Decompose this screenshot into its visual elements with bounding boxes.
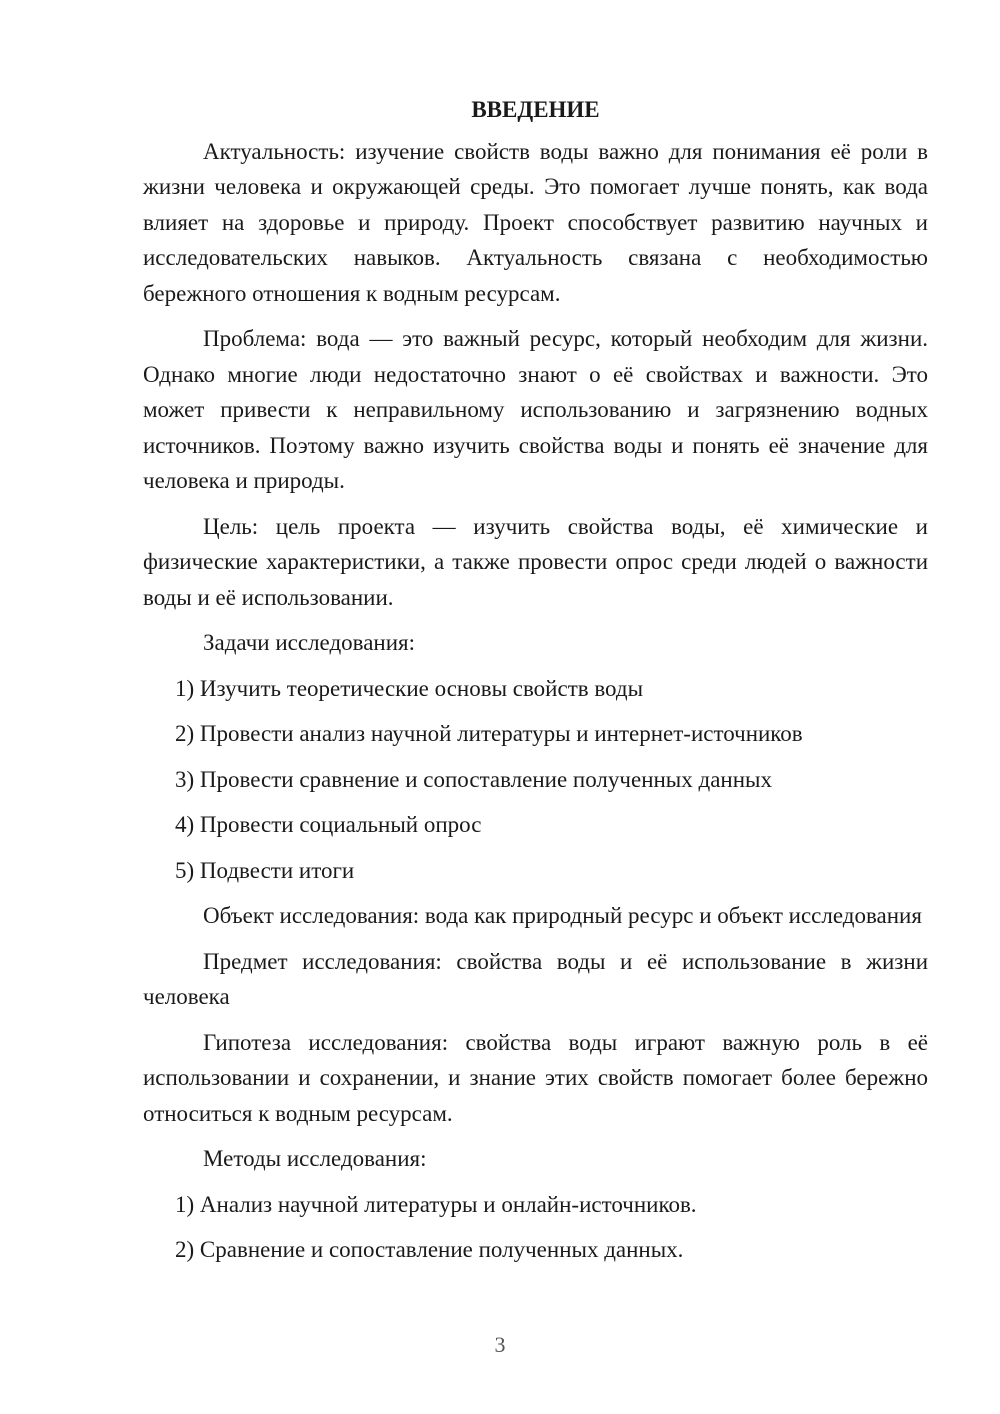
task-item: 3) Провести сравнение и сопоставление полученных данных (175, 766, 772, 792)
page-content (143, 92, 928, 1278)
method-item: 1) Анализ научной литературы и онлайн-источников. (175, 1191, 697, 1217)
task-item: 1) Изучить теоретические основы свойств воды (175, 675, 644, 701)
problem-paragraph: Проблема: вода — это важный ресурс, который необходим для жизни. Однако многие люди недостаточно знают о её свойствах и важности. Это может привести к неправильному использованию и загрязнению водных источников. Поэтому важно изучить свойства воды и понять её значение для человека и природы. (143, 326, 928, 493)
subject-paragraph: Предмет исследования: свойства воды и её использование в жизни человека (143, 948, 928, 1009)
methods-list (143, 1187, 928, 1268)
task-item: 4) Провести социальный опрос (175, 812, 482, 837)
relevance-paragraph: Актуальность: изучение свойств воды важно для понимания её роли в жизни человека и окружающей среды. Это помогает лучше понять, как вода влияет на здоровье и природу. Проект способствует развитию научных и исследовательских навыков. Актуальность связана с необходимостью бережного отношения к водным ресурсам. (143, 138, 928, 306)
goal-paragraph: Цель: цель проекта — изучить свойства воды, её химические и физические характеристики, а также провести опрос среди людей о важности воды и её использовании. (143, 513, 928, 610)
section-title: ВВЕДЕНИЕ (471, 97, 600, 122)
task-item: 5) Подвести итоги (175, 857, 355, 883)
methods-heading: Методы исследования: (203, 1146, 427, 1171)
tasks-heading: Задачи исследования: (203, 630, 416, 655)
hypothesis-paragraph: Гипотеза исследования: свойства воды играют важную роль в её использовании и сохранении, и знание этих свойств помогает более бережно относиться к водным ресурсам. (143, 1029, 928, 1126)
task-item: 2) Провести анализ научной литературы и интернет-источников (175, 721, 803, 746)
object-paragraph: Объект исследования: вода как природный ресурс и объект исследования (203, 903, 922, 928)
method-item: 2) Сравнение и сопоставление полученных данных. (175, 1237, 684, 1262)
page-number: 3 (494, 1332, 506, 1357)
tasks-list (143, 671, 928, 889)
